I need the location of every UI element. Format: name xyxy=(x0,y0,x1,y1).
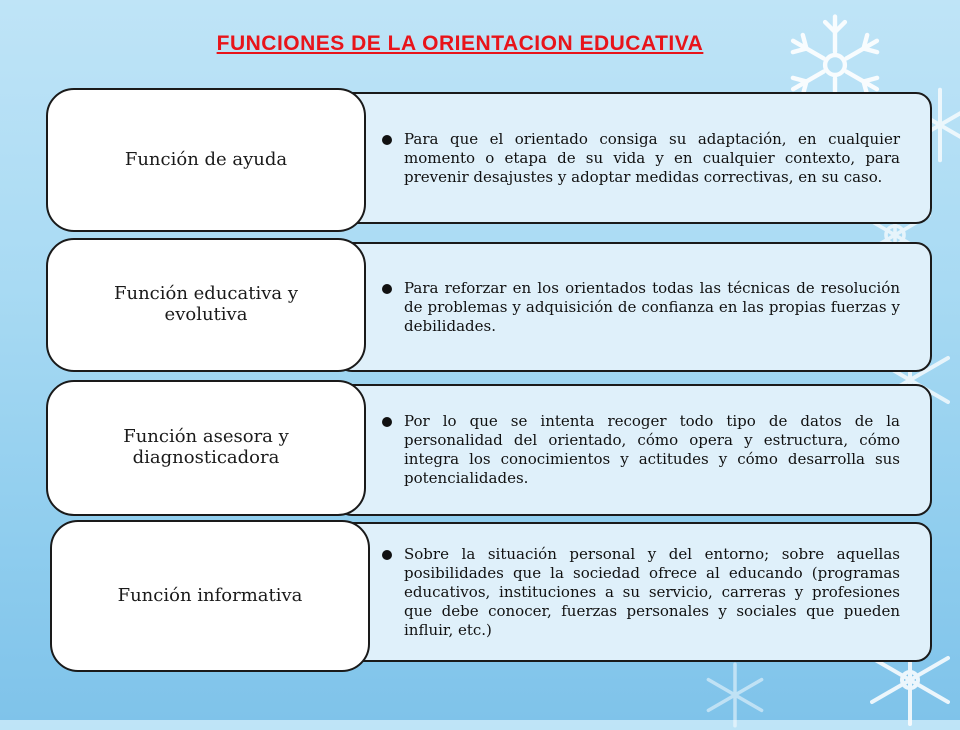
function-row-informativa xyxy=(46,520,932,672)
page-title: FUNCIONES DE LA ORIENTACION EDUCATIVA xyxy=(216,32,704,55)
function-row-asesora xyxy=(46,380,932,516)
function-description-box xyxy=(336,522,932,662)
function-description: Por lo que se intenta recoger todo tipo de datos de la personalidad del orientado, cómo opera y estructura, cómo integra los conocimientos y actitudes y cómo desarrolla sus potencialidades. xyxy=(390,412,900,488)
function-description: Sobre la situación personal y del entorno; sobre aquellas posibilidades que la sociedad ofrece al educando (programas educativos, instituciones a su servicio, carreras y profesiones que debe conocer, fuerzas personales y sociales que pueden influir, etc.) xyxy=(390,545,900,640)
function-label-box xyxy=(46,88,366,232)
function-description-box xyxy=(336,242,932,372)
function-label: Función educativa y evolutiva xyxy=(113,283,299,325)
function-description: Para reforzar en los orientados todas las técnicas de resolución de problemas y adquisición de confianza en las propias fuerzas y debilidades. xyxy=(390,279,900,336)
function-label-box xyxy=(46,380,366,516)
function-label: Función asesora y diagnosticadora xyxy=(123,426,289,468)
function-label: Función informativa xyxy=(117,584,303,606)
function-label-box xyxy=(46,238,366,372)
function-label: Función de ayuda xyxy=(124,148,288,170)
function-label-box xyxy=(50,520,370,672)
function-row-educativa xyxy=(46,238,932,372)
function-row-ayuda xyxy=(46,88,932,232)
function-description-box xyxy=(336,384,932,516)
function-description-box xyxy=(336,92,932,224)
function-description: Para que el orientado consiga su adaptación, en cualquier momento o etapa de su vida y en cualquier contexto, para prevenir desajustes y adoptar medidas correctivas, en su caso. xyxy=(390,130,900,187)
